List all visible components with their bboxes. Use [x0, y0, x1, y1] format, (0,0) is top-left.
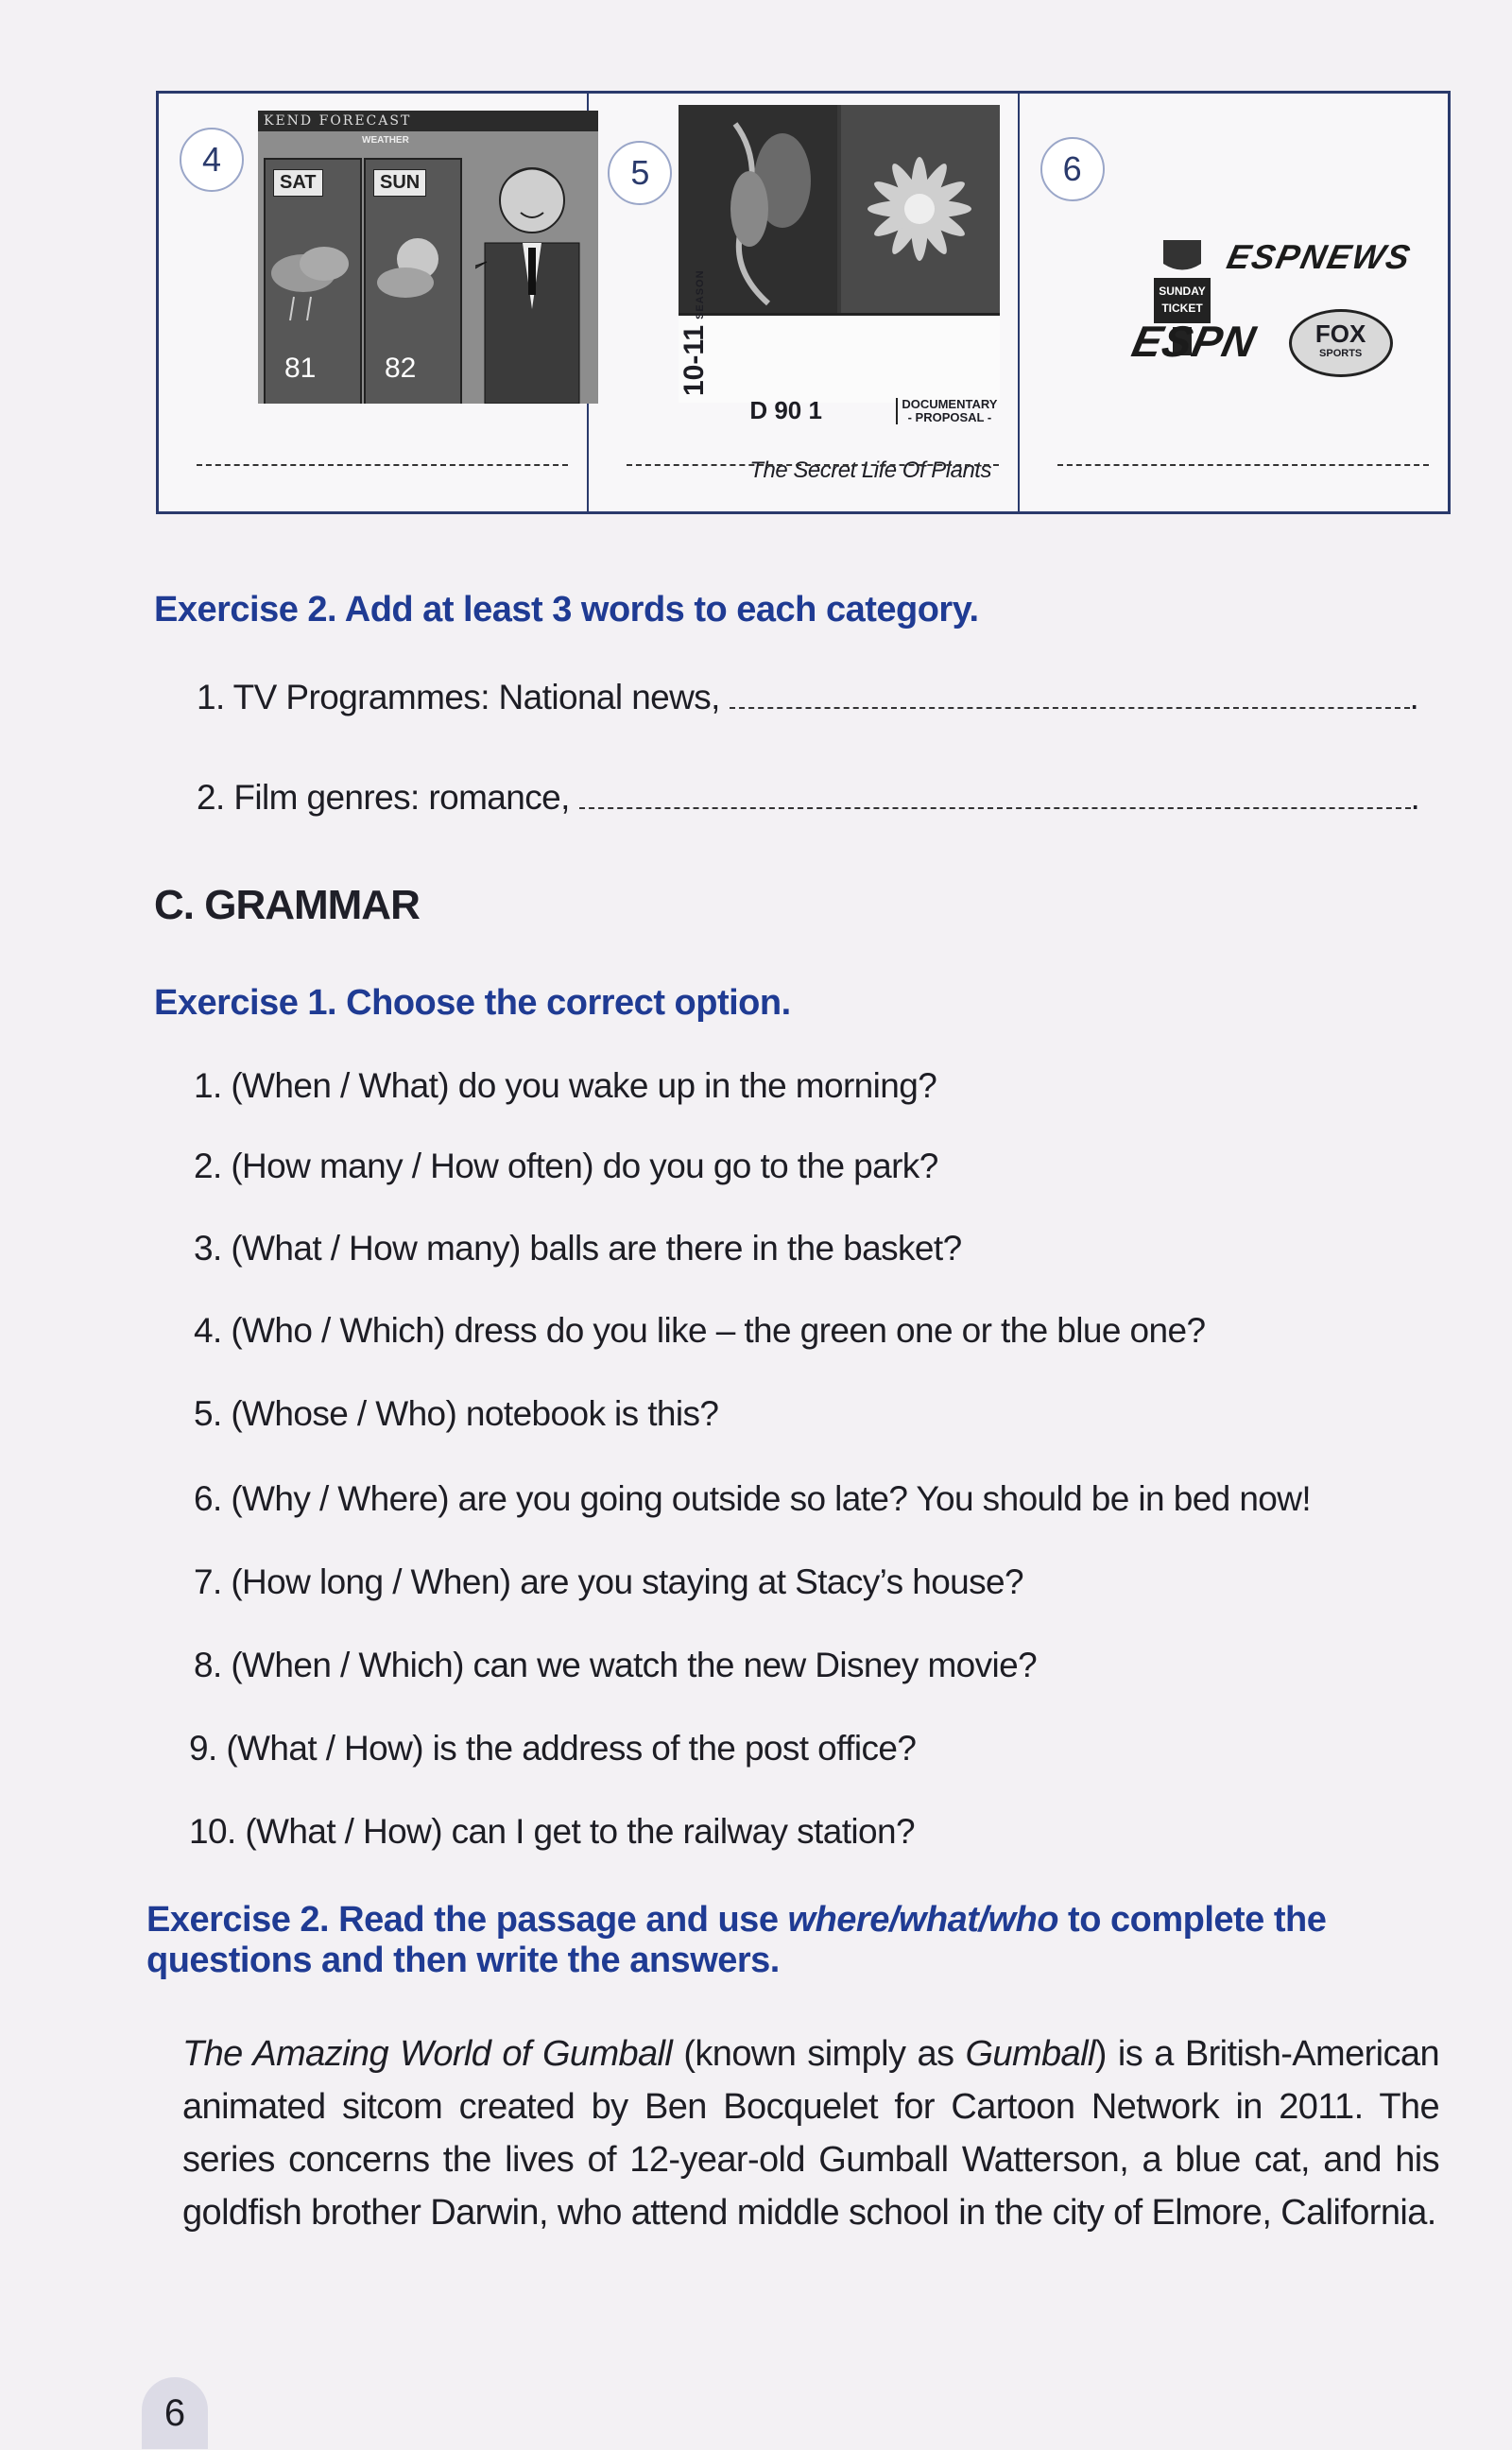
picture-cell-5	[589, 94, 1019, 511]
answer-blank[interactable]	[579, 779, 1411, 809]
picture-number: 5	[608, 141, 672, 205]
grammar-item-4: 4. (Who / Which) dress do you like – the green one or the blue one?	[194, 1311, 1206, 1350]
program-title: The Secret Life Of Plants	[749, 457, 991, 483]
answer-line[interactable]	[1057, 464, 1429, 466]
vocab-item-2: 2. Film genres: romance, .	[197, 778, 1420, 817]
picture-cell-6	[1020, 94, 1448, 511]
forecast-day: SUN	[373, 169, 426, 197]
passage-title: The Amazing World of Gumball	[182, 2034, 673, 2074]
vocab-item-1: 1. TV Programmes: National news, .	[197, 678, 1419, 716]
grammar-item-9: 9. (What / How) is the address of the post office?	[189, 1729, 917, 1768]
forecast-sub: WEATHER	[362, 135, 409, 146]
passage-text: (known simply as	[672, 2034, 966, 2074]
forecast-board-sat	[264, 158, 362, 404]
grammar-item-5: 5. (Whose / Who) notebook is this?	[194, 1394, 719, 1433]
picture-number: 6	[1040, 137, 1105, 201]
fox-sub-label: SPORTS	[1319, 348, 1363, 359]
svg-text:TICKET: TICKET	[1160, 302, 1203, 315]
heading-part: Exercise 2. Read the passage and use	[146, 1900, 788, 1940]
cloud-icon	[266, 216, 356, 330]
program-info-panel	[679, 313, 1000, 403]
espnews-logo: ESPNEWS	[1223, 237, 1416, 276]
proposal-line: - PROPOSAL -	[907, 410, 992, 424]
passage-text: ) is a British-American animated sitcom created by Ben Bocquelet for Cartoon Network in 2011. The series concerns the lives of 12-year-old Gumball Watterson, a blue cat, and his goldfish brother Darwin, who attend middle school in the city of Elmore, California.	[182, 2034, 1439, 2233]
grammar-item-7: 7. (How long / When) are you staying at Stacy’s house?	[194, 1562, 1024, 1601]
answer-line[interactable]	[627, 464, 998, 466]
sun-cloud-icon	[366, 216, 456, 330]
documentary-line: DOCUMENTARY	[902, 397, 998, 411]
grammar-exercise-1-heading: Exercise 1. Choose the correct option.	[154, 983, 791, 1023]
grammar-item-3: 3. (What / How many) balls are there in the basket?	[194, 1229, 962, 1268]
plant-photo-icon	[679, 105, 1000, 313]
page-number: 6	[142, 2377, 208, 2449]
forecast-temp: 82	[385, 353, 417, 384]
grammar-item-10: 10. (What / How) can I get to the railway station?	[189, 1812, 915, 1851]
fox-sports-logo	[1289, 309, 1393, 377]
picture-table	[156, 91, 1451, 514]
grammar-item-6: 6. (Why / Where) are you going outside so late? You should be in bed now!	[194, 1479, 1312, 1518]
grammar-item-1: 1. (When / What) do you wake up in the morning?	[194, 1066, 937, 1105]
heading-part: questions and then write the answers.	[146, 1941, 780, 1980]
picture-number: 4	[180, 128, 244, 192]
forecast-day: SAT	[273, 169, 323, 197]
heading-italic-part: where/what/who	[787, 1900, 1058, 1940]
forecast-board-sun	[364, 158, 462, 404]
vocab-item-text: 2. Film genres: romance,	[197, 778, 570, 817]
svg-text:SUNDAY: SUNDAY	[1158, 285, 1206, 298]
reading-passage	[182, 2027, 1439, 2239]
forecast-banner: KEND FORECAST	[258, 111, 598, 131]
picture-cell-4	[159, 94, 589, 511]
weatherman-icon	[475, 148, 589, 404]
heading-part: to complete the	[1058, 1900, 1327, 1940]
grammar-exercise-2-heading	[146, 1900, 1441, 1981]
answer-line[interactable]	[197, 464, 568, 466]
passage-short-title: Gumball	[965, 2034, 1095, 2074]
espn-logo: ESPN	[1127, 317, 1261, 366]
fox-label: FOX	[1314, 319, 1366, 348]
grammar-item-2: 2. (How many / How often) do you go to the park?	[194, 1147, 938, 1185]
season-caption: SEASON	[695, 269, 707, 319]
vocab-exercise-2-heading: Exercise 2. Add at least 3 words to each category.	[154, 590, 979, 630]
grammar-item-8: 8. (When / Which) can we watch the new Disney movie?	[194, 1646, 1038, 1684]
rating-value: D 90 1	[749, 396, 822, 424]
grammar-heading: C. GRAMMAR	[154, 882, 420, 928]
weather-forecast-image	[258, 111, 598, 404]
forecast-temp: 81	[284, 353, 317, 384]
plants-photo	[679, 105, 1000, 313]
season-value: 10-11	[679, 324, 711, 396]
vocab-item-text: 1. TV Programmes: National news,	[197, 678, 720, 716]
answer-blank[interactable]	[730, 679, 1410, 709]
season-label	[679, 269, 711, 396]
documentary-tag	[896, 398, 997, 424]
